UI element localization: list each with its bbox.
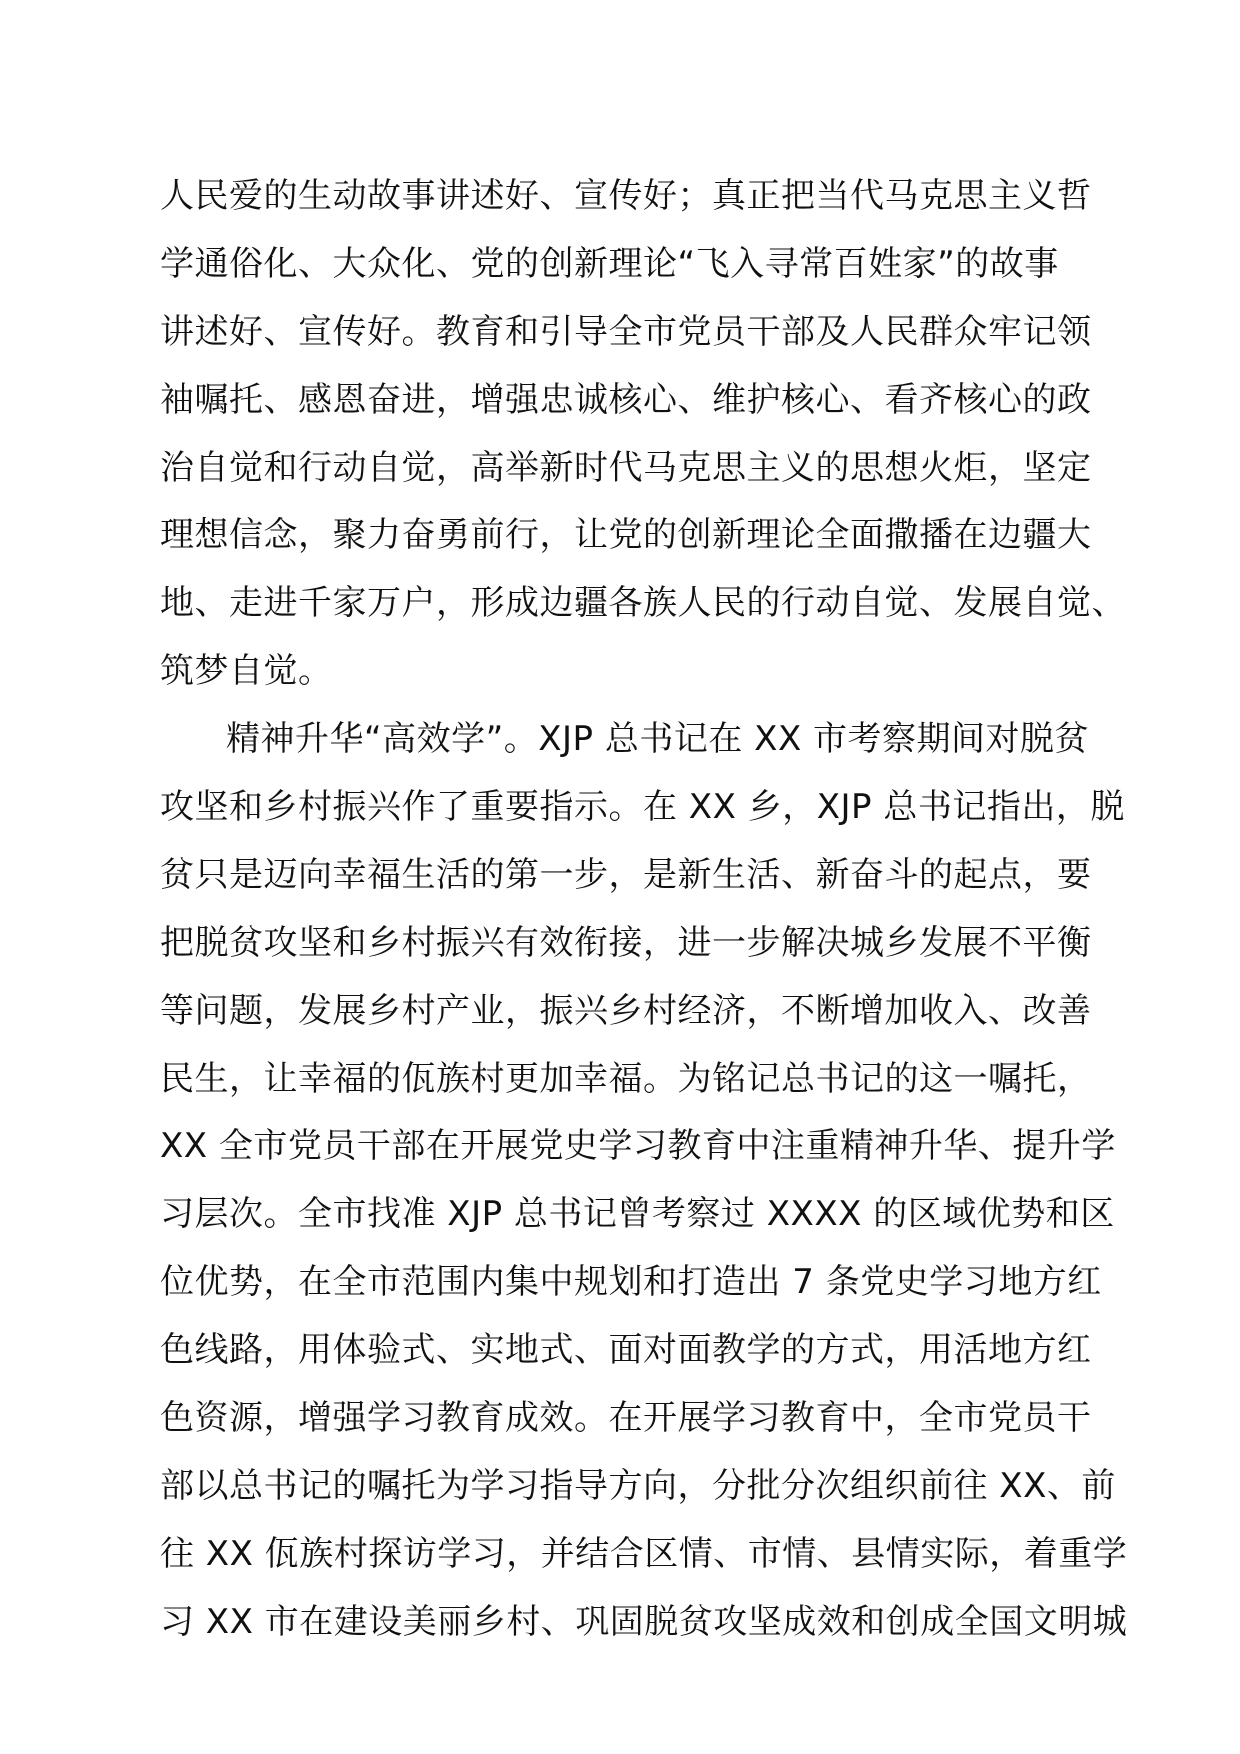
- paragraph-line: 贫只是迈向幸福生活的第一步，是新生活、新奋斗的起点，要: [160, 854, 1092, 895]
- paragraph-1: [160, 163, 1126, 706]
- paragraph-line: 色资源，增强学习教育成效。在开展学习教育中，全市党员干: [160, 1398, 1092, 1439]
- paragraph-line: 位优势，在全市范围内集中规划和打造出 7 条党史学习地方红: [160, 1262, 1102, 1303]
- paragraph-line: 民生，让幸福的佤族村更加幸福。为铭记总书记的这一嘱托，: [160, 1058, 1092, 1099]
- paragraph-line: 习层次。全市找准 XJP 总书记曾考察过 XXXX 的区域优势和区: [160, 1194, 1115, 1235]
- paragraph-line: 攻坚和乡村振兴作了重要指示。在 XX 乡，XJP 总书记指出，脱: [160, 787, 1125, 828]
- paragraph-line: 治自觉和行动自觉，高举新时代马克思主义的思想火炬，坚定: [160, 447, 1092, 488]
- paragraph-line: 理想信念，聚力奋勇前行，让党的创新理论全面撒播在边疆大: [160, 515, 1092, 556]
- paragraph-line: XX 全市党员干部在开展党史学习教育中注重精神升华、提升学: [160, 1126, 1116, 1167]
- paragraph-line: 精神升华“高效学”。XJP 总书记在 XX 市考察期间对脱贫: [226, 719, 1090, 760]
- paragraph-line: 习 XX 市在建设美丽乡村、巩固脱贫攻坚成效和创成全国文明城: [160, 1601, 1128, 1642]
- paragraph-line: 筑梦自觉。: [160, 651, 333, 692]
- paragraph-line: 往 XX 佤族村探访学习，并结合区情、市情、县情实际，着重学: [160, 1533, 1128, 1574]
- paragraph-2: [160, 706, 1128, 1656]
- paragraph-line: 学通俗化、大众化、党的创新理论“飞入寻常百姓家”的故事: [160, 243, 1059, 284]
- paragraph-line: 地、走进千家万户，形成边疆各族人民的行动自觉、发展自觉、: [160, 583, 1126, 624]
- paragraph-line: 讲述好、宣传好。教育和引导全市党员干部及人民群众牢记领: [160, 311, 1092, 352]
- paragraph-line: 袖嘱托、感恩奋进，增强忠诚核心、维护核心、看齐核心的政: [160, 379, 1092, 420]
- paragraph-line: 人民爱的生动故事讲述好、宣传好；真正把当代马克思主义哲: [160, 176, 1092, 216]
- body-text: [160, 163, 1128, 1657]
- paragraph-line: 部以总书记的嘱托为学习指导方向，分批分次组织前往 XX、前: [160, 1465, 1116, 1506]
- paragraph-line: 把脱贫攻坚和乡村振兴有效衔接，进一步解决城乡发展不平衡: [160, 922, 1092, 963]
- paragraph-line: 等问题，发展乡村产业，振兴乡村经济，不断增加收入、改善: [160, 990, 1092, 1031]
- paragraph-line: 色线路，用体验式、实地式、面对面教学的方式，用活地方红: [160, 1330, 1092, 1371]
